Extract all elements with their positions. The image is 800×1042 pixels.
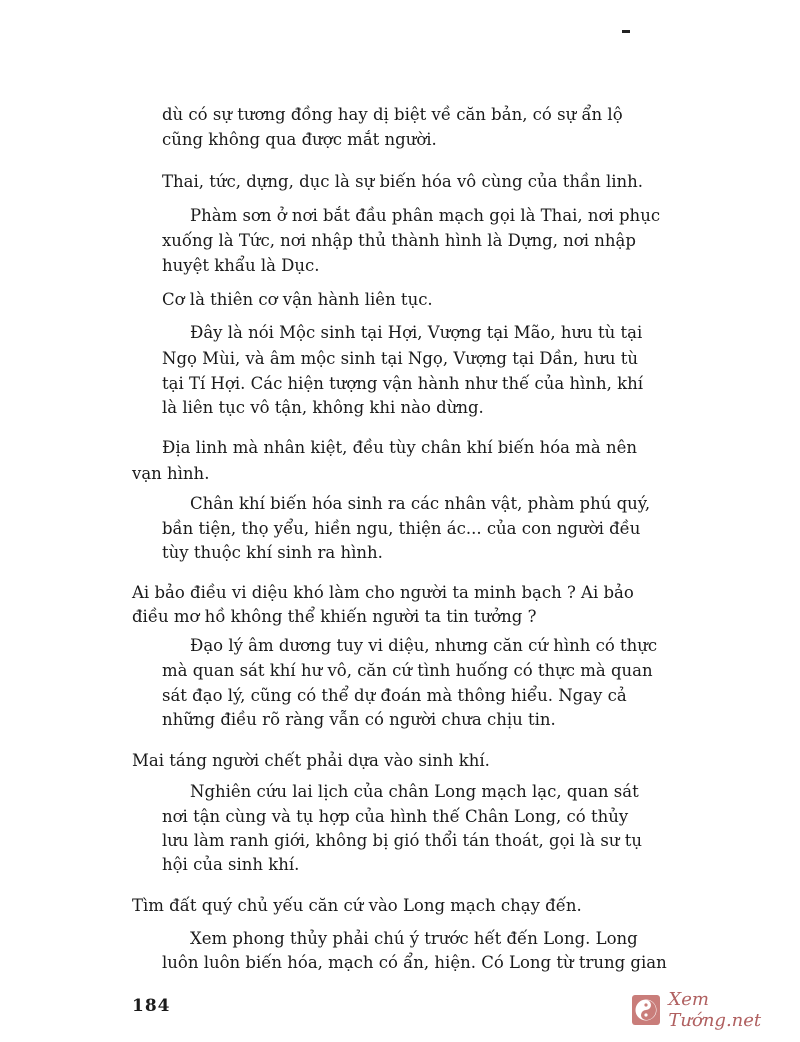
text-line: Ngọ Mùi, và âm mộc sinh tại Ngọ, Vượng tại Dần, hưu tù <box>162 349 639 368</box>
text-line: Phàm sơn ở nơi bắt đầu phân mạch gọi là Thai, nơi phục <box>190 206 661 225</box>
text-line: mà quan sát khí hư vô, căn cứ tình huống có thực mà quan <box>162 661 653 680</box>
watermark-text: Xem Tướng.net <box>668 989 762 1031</box>
text-line: tùy thuộc khí sinh ra hình. <box>162 543 383 562</box>
text-line: xuống là Tức, nơi nhập thủ thành hình là Dựng, nơi nhập <box>162 231 636 250</box>
text-line: Tìm đất quý chủ yếu căn cứ vào Long mạch chạy đến. <box>132 896 582 915</box>
text-line: nơi tận cùng và tụ hợp của hình thế Chân Long, có thủy <box>162 807 629 826</box>
text-line: điều mơ hồ không thể khiến người ta tin tưởng ? <box>132 607 537 626</box>
yin-yang-icon <box>632 995 660 1025</box>
text-line: những điều rõ ràng vẫn có người chưa chịu tin. <box>162 710 556 729</box>
text-line: vạn hình. <box>132 464 210 483</box>
text-line: Mai táng người chết phải dựa vào sinh khí. <box>132 751 490 770</box>
text-line: tại Tí Hợi. Các hiện tượng vận hành như thế của hình, khí <box>162 374 643 393</box>
text-line: Chân khí biến hóa sinh ra các nhân vật, phàm phú quý, <box>190 494 651 513</box>
text-line: là liên tục vô tận, không khi nào dừng. <box>162 398 484 417</box>
text-line: Đây là nói Mộc sinh tại Hợi, Vượng tại Mão, hưu tù tại <box>190 323 643 342</box>
text-line: lưu làm ranh giới, không bị gió thổi tán thoát, gọi là sư tụ <box>162 831 642 850</box>
text-line: Thai, tức, dựng, dục là sự biến hóa vô cùng của thần linh. <box>162 172 644 191</box>
text-line: Xem phong thủy phải chú ý trước hết đến Long. Long <box>190 929 638 948</box>
text-line: huyệt khẩu là Dục. <box>162 256 320 275</box>
text-line: hội của sinh khí. <box>162 855 300 874</box>
text-line: Cơ là thiên cơ vận hành liên tục. <box>162 290 433 309</box>
text-line: Ai bảo điều vi diệu khó làm cho người ta minh bạch ? Ai bảo <box>132 583 634 602</box>
watermark[interactable] <box>632 989 800 1031</box>
text-line: cũng không qua được mắt người. <box>162 130 437 149</box>
text-line: Đạo lý âm dương tuy vi diệu, nhưng căn cứ hình có thực <box>190 636 658 655</box>
text-line: luôn luôn biến hóa, mạch có ẩn, hiện. Có Long từ trung gian <box>162 953 667 972</box>
text-line: Nghiên cứu lai lịch của chân Long mạch lạc, quan sát <box>190 782 639 801</box>
top-mark <box>622 30 630 33</box>
text-line: bần tiện, thọ yểu, hiền ngu, thiện ác... của con người đều <box>162 519 641 538</box>
text-line: sát đạo lý, cũng có thể dự đoán mà thông hiểu. Ngay cả <box>162 686 627 705</box>
page-number: 184 <box>132 996 171 1016</box>
text-line: Địa linh mà nhân kiệt, đều tùy chân khí biến hóa mà nên <box>162 438 637 457</box>
text-line: dù có sự tương đồng hay dị biệt về căn bản, có sự ẩn lộ <box>162 105 623 124</box>
